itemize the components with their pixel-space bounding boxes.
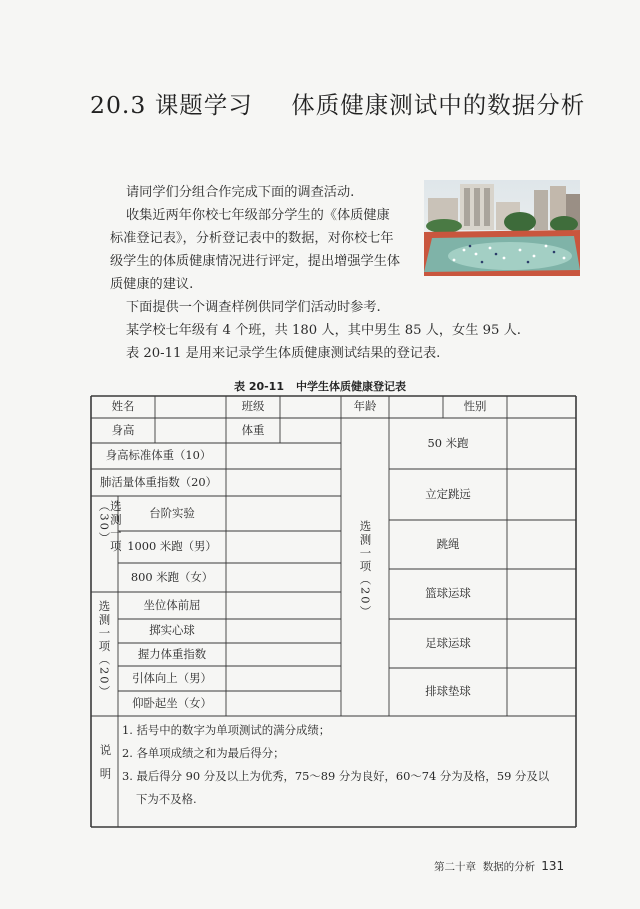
group2-item-sit-up: 仰卧起坐（女）	[132, 695, 212, 710]
group2-item-medicine-ball: 掷实心球	[149, 623, 195, 638]
group3-item-jump-rope: 跳绳	[436, 536, 460, 551]
paragraph-5: 质健康的建议.	[110, 277, 194, 292]
group1-item-800m: 800 米跑（女）	[130, 569, 214, 584]
group2-label: 选测一项（20）	[97, 600, 112, 699]
paragraph-4: 级学生的体质健康情况进行评定，提出增强学生体	[110, 254, 401, 269]
notes-label: 说明	[98, 744, 113, 791]
paragraph-6: 下面提供一个调查样例供同学们活动时参考.	[126, 300, 381, 315]
note-line-4: 下为不及格.	[136, 792, 197, 806]
header-age-label: 年龄	[353, 399, 377, 414]
page-footer	[434, 859, 564, 874]
group1-label: 选测一项（30）	[97, 500, 123, 554]
note-line-1: 1. 括号中的数字为单项测试的满分成绩；	[122, 723, 331, 737]
note-line-2: 2. 各单项成绩之和为最后得分；	[122, 746, 285, 760]
group2-item-pull-up: 引体向上（男）	[132, 670, 212, 685]
paragraph-8: 表 20-11 是用来记录学生体质健康测试结果的登记表.	[126, 346, 441, 361]
group3-item-volleyball: 排球垫球	[425, 684, 471, 699]
group2-item-grip-strength: 握力体重指数	[137, 646, 207, 661]
page-number: 131	[541, 859, 565, 873]
vital-capacity-label: 肺活量体重指数（20）	[99, 474, 217, 489]
header-class-label: 班级	[241, 399, 265, 414]
header-name-label: 姓名	[111, 399, 135, 414]
bmi-label: 身高标准体重（10）	[105, 448, 212, 463]
section-number: 20.3	[90, 91, 147, 119]
table-caption-text: 中学生体质健康登记表	[296, 380, 406, 393]
group1-item-step-test: 台阶实验	[149, 505, 195, 520]
group3-item-basketball: 篮球运球	[425, 586, 471, 601]
section-label: 课题学习	[154, 91, 253, 119]
group3-item-long-jump: 立定跳远	[425, 486, 471, 501]
section-subtitle: 体质健康测试中的数据分析	[291, 91, 586, 119]
paragraph-1: 请同学们分组合作完成下面的调查活动.	[126, 185, 355, 200]
header-gender-label: 性别	[463, 399, 487, 414]
footer-chapter: 第二十章	[434, 861, 476, 873]
paragraph-3: 标准登记表》，分析登记表中的数据，对你校七年	[110, 231, 394, 246]
table-caption-number: 表 20-11	[233, 380, 284, 393]
note-line-3: 3. 最后得分 90 分及以上为优秀，75～89 分为良好，60～74 分为及格，59 分及以	[122, 769, 550, 783]
group3-item-50m: 50 米跑	[427, 435, 469, 450]
paragraph-2: 收集近两年你校七年级部分学生的《体质健康	[126, 208, 390, 223]
group2-item-sit-reach: 坐位体前屈	[143, 597, 201, 612]
footer-section: 数据的分析	[482, 861, 536, 873]
group3-label: 选测一项（20）	[358, 520, 373, 619]
height-label: 身高	[111, 422, 135, 437]
group3-item-football: 足球运球	[425, 635, 471, 650]
weight-label: 体重	[241, 422, 265, 437]
paragraph-7: 某学校七年级有 4 个班，共 180 人，其中男生 85 人，女生 95 人.	[126, 323, 521, 338]
group1-item-1000m: 1000 米跑（男）	[127, 539, 217, 554]
